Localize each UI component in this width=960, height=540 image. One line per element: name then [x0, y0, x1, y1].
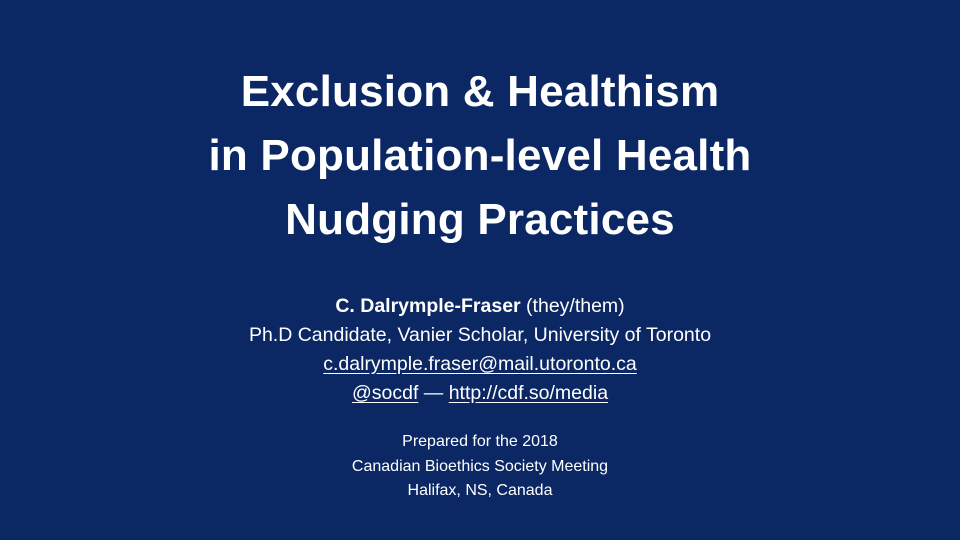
author-line — [80, 292, 880, 321]
email-line — [80, 350, 880, 379]
social-line — [80, 379, 880, 408]
event-line: Halifax, NS, Canada — [407, 482, 553, 499]
event-line: Prepared for the 2018 — [402, 433, 558, 450]
author-block — [80, 292, 880, 408]
author-affiliation: Ph.D Candidate, Vanier Scholar, University of Toronto — [248, 324, 712, 346]
separator: — — [418, 382, 449, 404]
author-name: C. Dalrymple-Fraser — [335, 295, 521, 317]
event-block — [80, 430, 880, 504]
author-pronouns: (they/them) — [520, 295, 625, 317]
title-line: Nudging Practices — [285, 195, 675, 244]
website-link[interactable]: http://cdf.so/media — [448, 382, 609, 404]
email-link[interactable]: c.dalrymple.fraser@mail.utoronto.ca — [323, 353, 637, 375]
slide-title — [80, 60, 880, 252]
title-line: Exclusion & Healthism — [240, 67, 720, 116]
title-line: in Population-level Health — [208, 131, 752, 180]
handle-link[interactable]: @socdf — [351, 382, 419, 404]
event-line: Canadian Bioethics Society Meeting — [351, 457, 609, 475]
